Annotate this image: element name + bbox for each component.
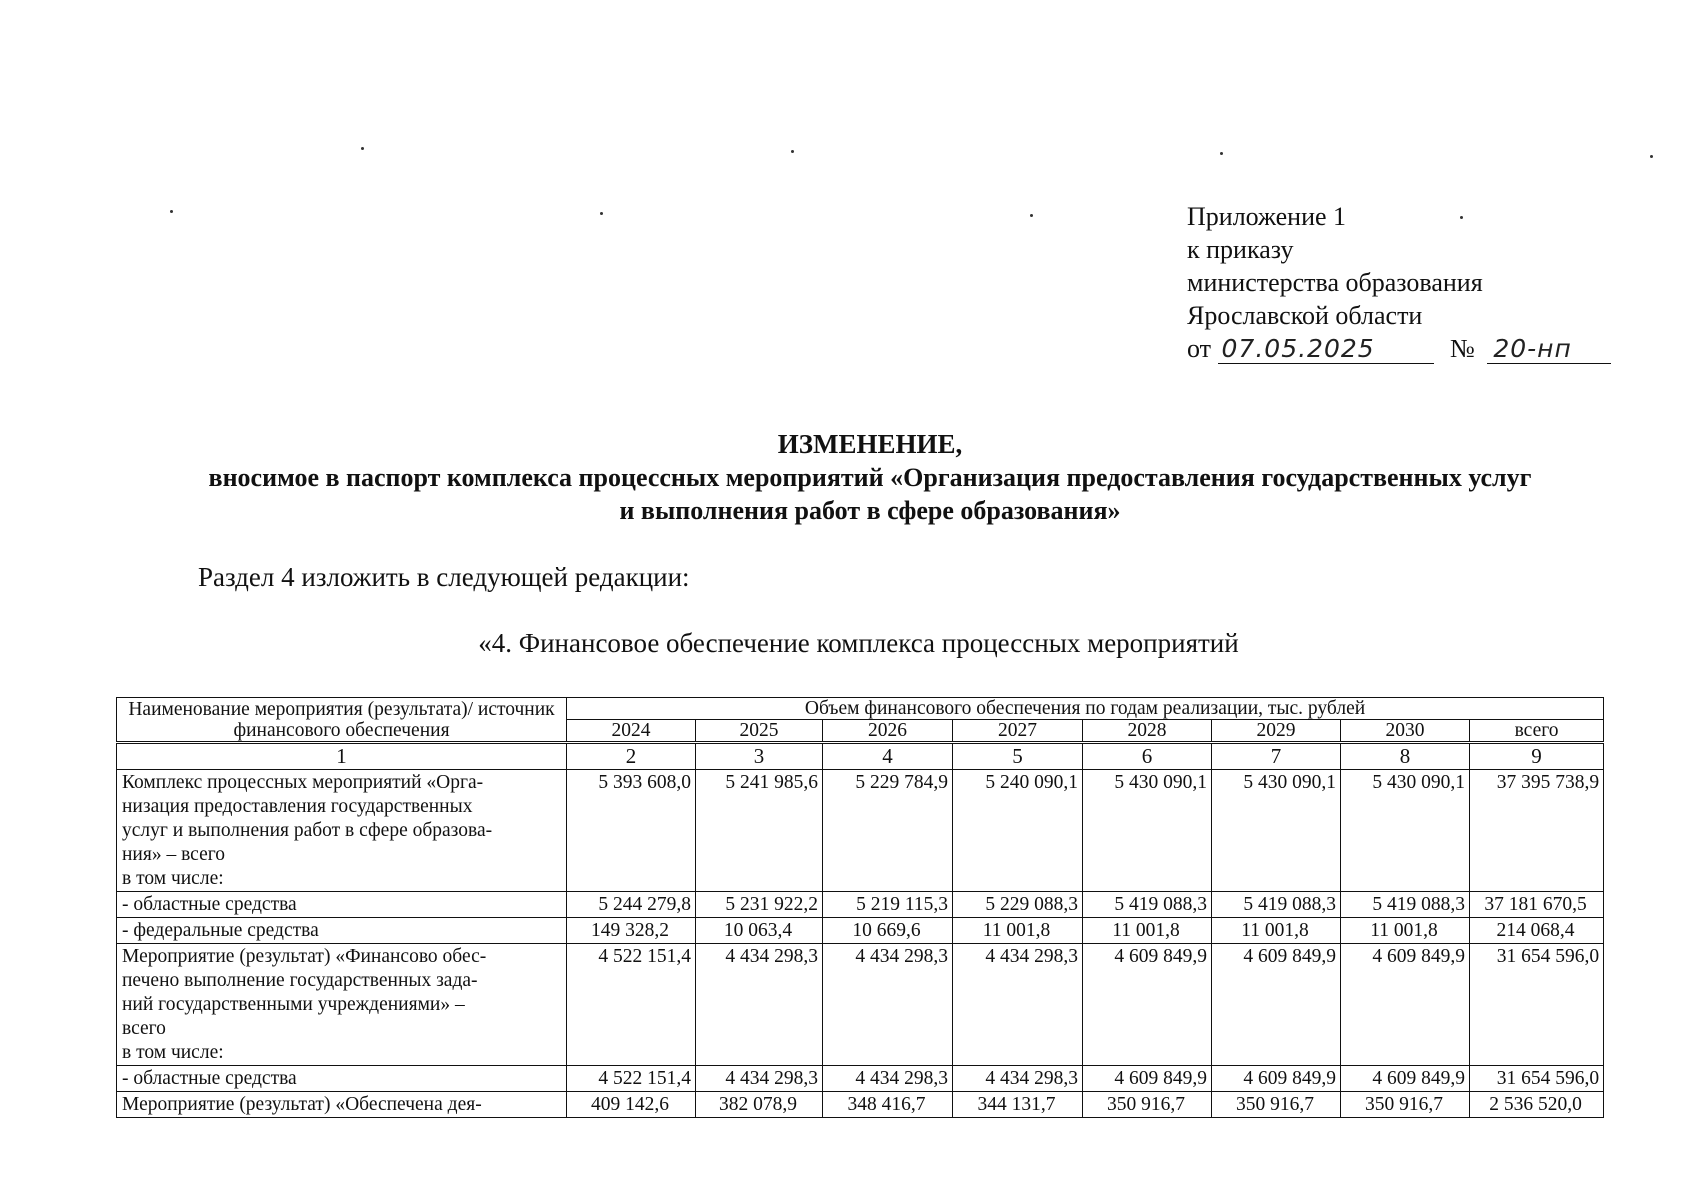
value-cell: 37 395 738,9: [1470, 770, 1604, 892]
column-index: 6: [1083, 743, 1212, 770]
header-volume-cell: Объем финансового обеспечения по годам реализации, тыс. рублей: [567, 698, 1604, 720]
scan-speck: [600, 212, 603, 215]
appendix-block: [1187, 200, 1611, 365]
column-index: 7: [1212, 743, 1341, 770]
value-cell: 4 434 298,3: [953, 1066, 1083, 1092]
column-index: 8: [1341, 743, 1470, 770]
value-cell: 5 244 279,8: [567, 892, 696, 918]
value-cell: 31 654 596,0: [1470, 944, 1604, 1066]
number-sign: №: [1450, 334, 1475, 363]
value-cell: 214 068,4: [1470, 918, 1604, 944]
value-cell: 5 419 088,3: [1341, 892, 1470, 918]
section-title: «4. Финансовое обеспечение комплекса процессных мероприятий: [478, 628, 1239, 658]
row-name-line: низация предоставления государственных: [122, 796, 473, 817]
handwritten-number: 20-нп: [1487, 335, 1611, 364]
year-header: 2029: [1212, 720, 1341, 743]
row-name-cell: [117, 892, 567, 918]
value-cell: 11 001,8: [1212, 918, 1341, 944]
column-index: 1: [117, 743, 567, 770]
year-header: 2027: [953, 720, 1083, 743]
intro-paragraph: Раздел 4 изложить в следующей редакции:: [198, 562, 690, 592]
appendix-line: министерства образования: [1187, 268, 1483, 297]
value-cell: 4 609 849,9: [1212, 944, 1341, 1066]
value-cell: 37 181 670,5: [1470, 892, 1604, 918]
scan-speck: [1030, 214, 1033, 217]
value-cell: 5 240 090,1: [953, 770, 1083, 892]
value-cell: 382 078,9: [696, 1092, 823, 1118]
scan-speck: [170, 210, 173, 213]
appendix-date-line: [1187, 332, 1611, 365]
value-cell: 350 916,7: [1083, 1092, 1212, 1118]
value-cell: 5 419 088,3: [1212, 892, 1341, 918]
year-header: 2026: [823, 720, 953, 743]
value-cell: 409 142,6: [567, 1092, 696, 1118]
value-cell: 5 419 088,3: [1083, 892, 1212, 918]
column-index-row: [117, 743, 1604, 770]
table-row: [117, 944, 1604, 1066]
value-cell: 149 328,2: [567, 918, 696, 944]
row-name-line: ния» – всего: [122, 844, 225, 865]
scan-speck: [1650, 155, 1653, 158]
value-cell: 4 609 849,9: [1341, 944, 1470, 1066]
value-cell: 11 001,8: [1083, 918, 1212, 944]
value-cell: 4 434 298,3: [696, 944, 823, 1066]
financing-table: [116, 697, 1604, 1118]
value-cell: 4 609 849,9: [1212, 1066, 1341, 1092]
value-cell: 10 063,4: [696, 918, 823, 944]
scan-speck: [361, 147, 364, 150]
document-title: ИЗМЕНЕНИЕ,: [777, 429, 963, 459]
row-name-cell: [117, 944, 567, 1066]
value-cell: 4 434 298,3: [823, 1066, 953, 1092]
row-name-cell: [117, 770, 567, 892]
value-cell: 5 231 922,2: [696, 892, 823, 918]
row-name-line: Комплекс процессных мероприятий «Орга-: [122, 772, 484, 793]
value-cell: 348 416,7: [823, 1092, 953, 1118]
value-cell: 5 229 088,3: [953, 892, 1083, 918]
row-name-line: Мероприятие (результат) «Финансово обес-: [122, 946, 487, 967]
year-header: 2030: [1341, 720, 1470, 743]
document-subtitle-line: вносимое в паспорт комплекса процессных мероприятий «Организация предоставления государственных услуг: [208, 463, 1532, 492]
row-name-line: Мероприятие (результат) «Обеспечена дея-: [122, 1094, 482, 1115]
row-name-line: ний государственными учреждениями» –: [122, 994, 465, 1015]
column-index: 9: [1470, 743, 1604, 770]
value-cell: 5 241 985,6: [696, 770, 823, 892]
scan-speck: [791, 150, 794, 153]
row-name-line: в том числе:: [122, 1042, 224, 1063]
column-index: 4: [823, 743, 953, 770]
document-heading: [120, 428, 1620, 527]
value-cell: 5 430 090,1: [1212, 770, 1341, 892]
value-cell: 31 654 596,0: [1470, 1066, 1604, 1092]
table-header-row: [117, 698, 1604, 720]
value-cell: 350 916,7: [1341, 1092, 1470, 1118]
year-header: 2024: [567, 720, 696, 743]
value-cell: 5 430 090,1: [1341, 770, 1470, 892]
row-name-line: всего: [122, 1018, 166, 1039]
value-cell: 11 001,8: [953, 918, 1083, 944]
row-name-line: - областные средства: [122, 1068, 297, 1089]
value-cell: 5 393 608,0: [567, 770, 696, 892]
value-cell: 4 434 298,3: [953, 944, 1083, 1066]
value-cell: 5 430 090,1: [1083, 770, 1212, 892]
year-header: всего: [1470, 720, 1604, 743]
row-name-cell: [117, 1092, 567, 1118]
appendix-line: к приказу: [1187, 235, 1294, 264]
column-index: 3: [696, 743, 823, 770]
table-row: [117, 770, 1604, 892]
header-name-cell: Наименование мероприятия (результата)/ источник финансового обеспечения: [117, 698, 567, 743]
value-cell: 4 609 849,9: [1341, 1066, 1470, 1092]
table-row: [117, 1066, 1604, 1092]
row-name-cell: [117, 1066, 567, 1092]
year-header: 2028: [1083, 720, 1212, 743]
handwritten-date: 07.05.2025: [1218, 335, 1434, 364]
value-cell: 4 609 849,9: [1083, 944, 1212, 1066]
row-name-cell: [117, 918, 567, 944]
value-cell: 4 434 298,3: [696, 1066, 823, 1092]
table-row: [117, 892, 1604, 918]
value-cell: 4 522 151,4: [567, 1066, 696, 1092]
value-cell: 5 219 115,3: [823, 892, 953, 918]
appendix-line: Ярославской области: [1187, 301, 1423, 330]
value-cell: 4 609 849,9: [1083, 1066, 1212, 1092]
row-name-line: услуг и выполнения работ в сфере образова-: [122, 820, 493, 841]
value-cell: 350 916,7: [1212, 1092, 1341, 1118]
value-cell: 11 001,8: [1341, 918, 1470, 944]
scan-speck: [1220, 152, 1223, 155]
year-header: 2025: [696, 720, 823, 743]
value-cell: 344 131,7: [953, 1092, 1083, 1118]
value-cell: 4 434 298,3: [823, 944, 953, 1066]
value-cell: 5 229 784,9: [823, 770, 953, 892]
date-prefix: от: [1187, 334, 1212, 363]
value-cell: 4 522 151,4: [567, 944, 696, 1066]
value-cell: 2 536 520,0: [1470, 1092, 1604, 1118]
table-row: [117, 918, 1604, 944]
appendix-line: Приложение 1: [1187, 202, 1347, 231]
row-name-line: в том числе:: [122, 868, 224, 889]
document-subtitle-line: и выполнения работ в сфере образования»: [619, 496, 1121, 525]
row-name-line: - федеральные средства: [122, 920, 319, 941]
column-index: 5: [953, 743, 1083, 770]
table-row: [117, 1092, 1604, 1118]
row-name-line: печено выполнение государственных зада-: [122, 970, 478, 991]
row-name-line: - областные средства: [122, 894, 297, 915]
column-index: 2: [567, 743, 696, 770]
value-cell: 10 669,6: [823, 918, 953, 944]
